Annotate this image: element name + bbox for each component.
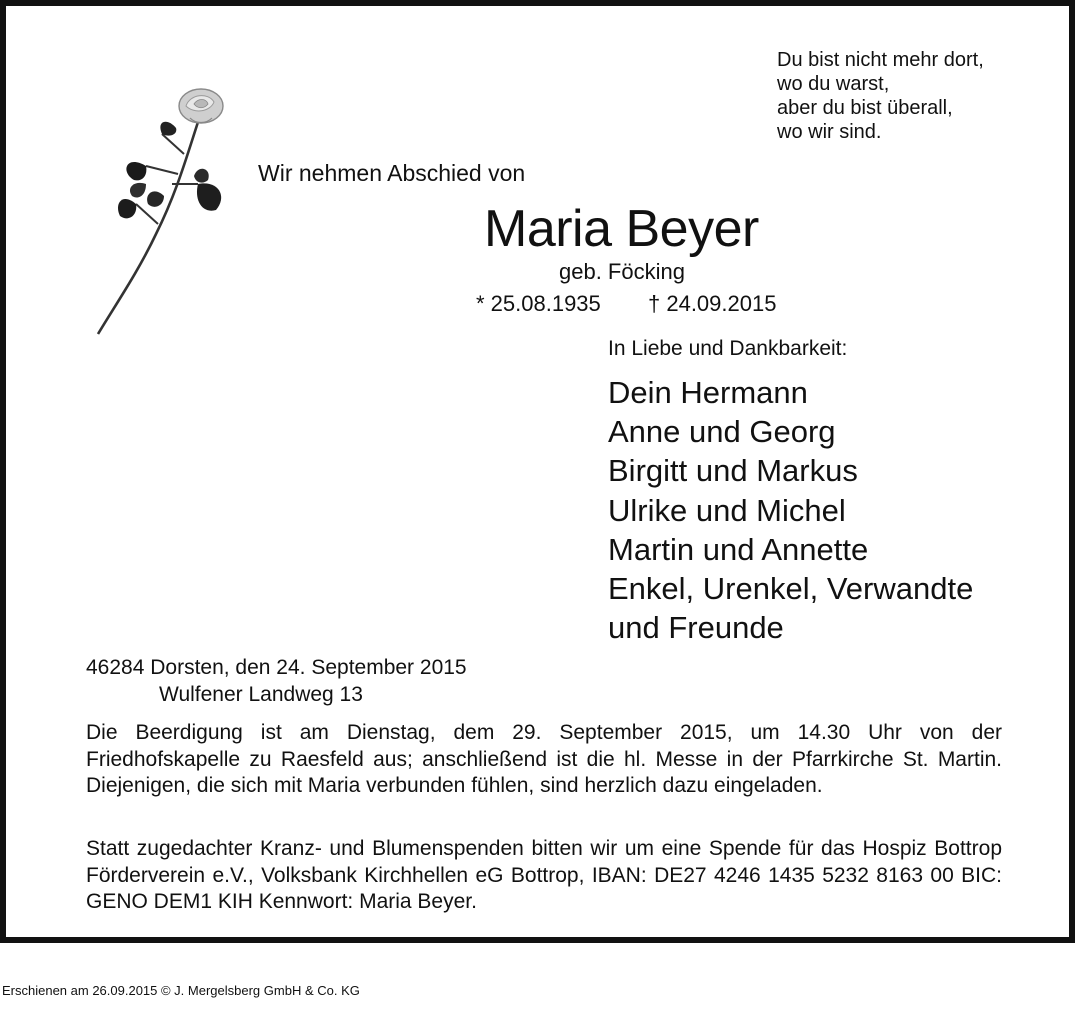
mourner: Birgitt und Markus [608,453,858,489]
address: Wulfener Landweg 13 [159,683,363,706]
rose-icon [86,84,236,339]
intro-text: Wir nehmen Abschied von [258,160,526,186]
mourner: Anne und Georg [608,414,836,450]
publication-footer: Erschienen am 26.09.2015 © J. Mergelsberg GmbH & Co. KG [2,983,360,998]
birth-date: * 25.08.1935 [476,291,601,316]
mourner: Enkel, Urenkel, Verwandte [608,571,974,607]
mourner: und Freunde [608,610,784,646]
deceased-name: Maria Beyer [484,200,759,258]
mourners-list [608,373,973,647]
poem: Du bist nicht mehr dort, wo du warst, aber du bist überall, wo wir sind. [777,49,984,143]
maiden-name: geb. Föcking [559,259,685,284]
mourner: Ulrike und Michel [608,492,846,528]
gratitude-line: In Liebe und Dankbarkeit: [608,337,848,360]
donation-details: Statt zugedachter Kranz- und Blumenspenden bitten wir um eine Spende für das Hospiz Bottrop Förderverein e.V., Volksbank Kirchhellen eG Bottrop, IBAN: DE27 4246 1435 5232 8163 00 BIC: GENO DEM1 KIH Kennwort: Maria Beyer. [86,837,1002,913]
place-date: 46284 Dorsten, den 24. September 2015 [86,656,467,679]
mourner: Dein Hermann [608,375,808,410]
funeral-details: Die Beerdigung ist am Dienstag, dem 29. September 2015, um 14.30 Uhr von der Friedhofskapelle zu Raesfeld aus; anschließend ist die hl. Messe in der Pfarrkirche St. Martin. Diejenigen, die sich mit Maria verbunden fühlen, sind herzlich dazu eingeladen. [86,721,1002,797]
mourner: Martin und Annette [608,531,869,567]
death-date: † 24.09.2015 [648,291,777,316]
